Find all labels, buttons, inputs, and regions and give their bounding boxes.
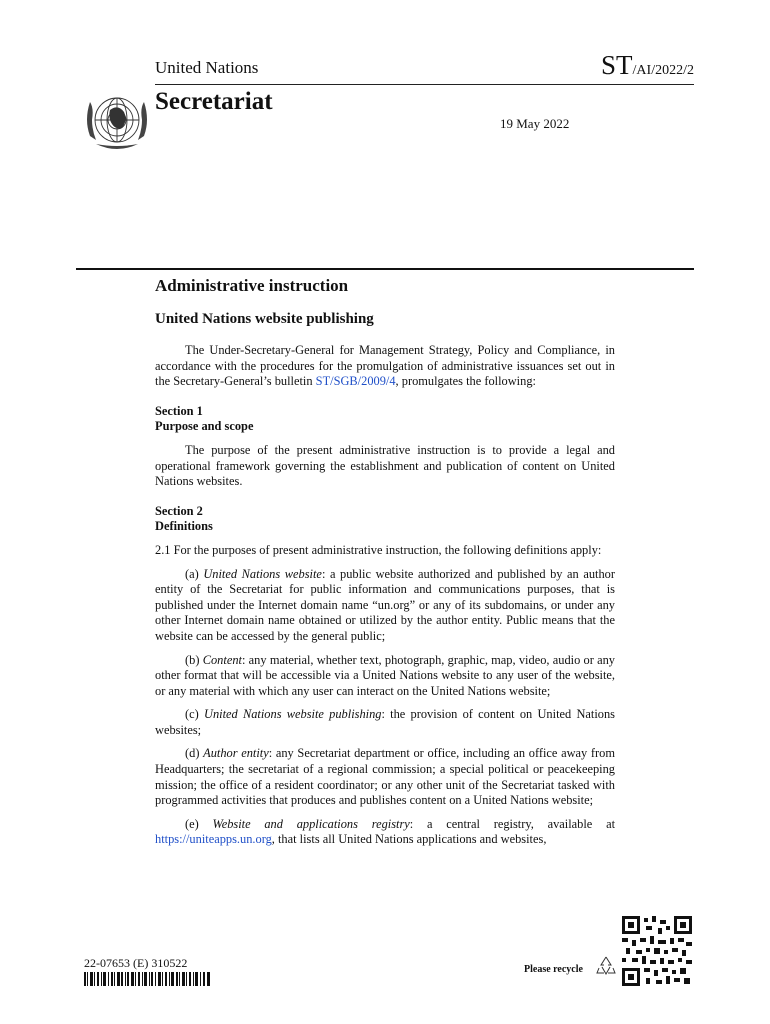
document-body	[155, 343, 615, 856]
section-1-heading: Purpose and scope	[155, 419, 254, 434]
barcode-icon	[84, 972, 210, 986]
section-1-text: The purpose of the present administrative instruction is to provide a legal and operational framework governing the establishment and publication of content on United Nations websites.	[155, 442, 615, 489]
un-emblem-icon	[80, 90, 154, 156]
recycle-label: Please recycle	[524, 964, 583, 975]
registry-link[interactable]: https://uniteapps.un.org	[155, 832, 272, 847]
qr-code-icon	[622, 916, 692, 986]
organ-name: Secretariat	[155, 88, 273, 115]
definition-a: (a) United Nations website: a public website authorized and published by an author entity of the Secretariat for public information and communications purposes, that is published under the Internet domain name “un.org” or any of its subdomains, or under any other Internet domain name obtained or utilized by the author entity. Public means that the website can be accessed by the general public;	[155, 566, 615, 643]
section-2-intro: 2.1 For the purposes of present administrative instruction, the following definitions apply:	[155, 542, 602, 557]
issue-date: 19 May 2022	[500, 116, 570, 131]
organization-name: United Nations	[155, 58, 259, 77]
definition-e: (e) Website and applications registry: a central registry, available at https://uniteapps.un.org, that lists all United Nations applications and websites,	[155, 816, 616, 847]
section-2-number: Section 2	[155, 503, 203, 518]
document-title: Administrative instruction	[155, 276, 349, 295]
section-1-number: Section 1	[155, 403, 203, 418]
bulletin-link[interactable]: ST/SGB/2009/4	[315, 374, 396, 389]
definition-d: (d) Author entity: any Secretariat department or office, including an office away from Headquarters; the secretariat of a regional commission; a special political or peacekeeping mission; the office of a resident coordinator; or any other unit of the Secretariat tasked with programmed activities that produces and publishes content on a United Nations website;	[155, 746, 615, 808]
definition-b: (b) Content: any material, whether text, photograph, graphic, map, video, audio or any other format that will be accessible via a United Nations website to any user of the website, or any material with which any user can interact on the United Nations website;	[155, 652, 616, 698]
job-number: 22-07653 (E) 310522	[84, 956, 188, 970]
title-rule	[76, 268, 694, 270]
symbol-prefix: ST	[601, 50, 633, 80]
section-2-heading: Definitions	[155, 519, 213, 534]
definition-c: (c) United Nations website publishing: the provision of content on United Nations websites;	[155, 707, 615, 737]
header-rule	[155, 84, 694, 85]
intro-paragraph: The Under-Secretary-General for Management Strategy, Policy and Compliance, in accordance with the procedures for the promulgation of administrative issuances set out in the Secretary-General’s bulletin ST/SGB/2009/4, promulgates the following:	[155, 343, 615, 389]
recycle-icon	[594, 954, 618, 978]
document-subject: United Nations website publishing	[155, 311, 374, 327]
symbol-suffix: /AI/2022/2	[632, 63, 694, 78]
document-symbol	[601, 50, 694, 81]
